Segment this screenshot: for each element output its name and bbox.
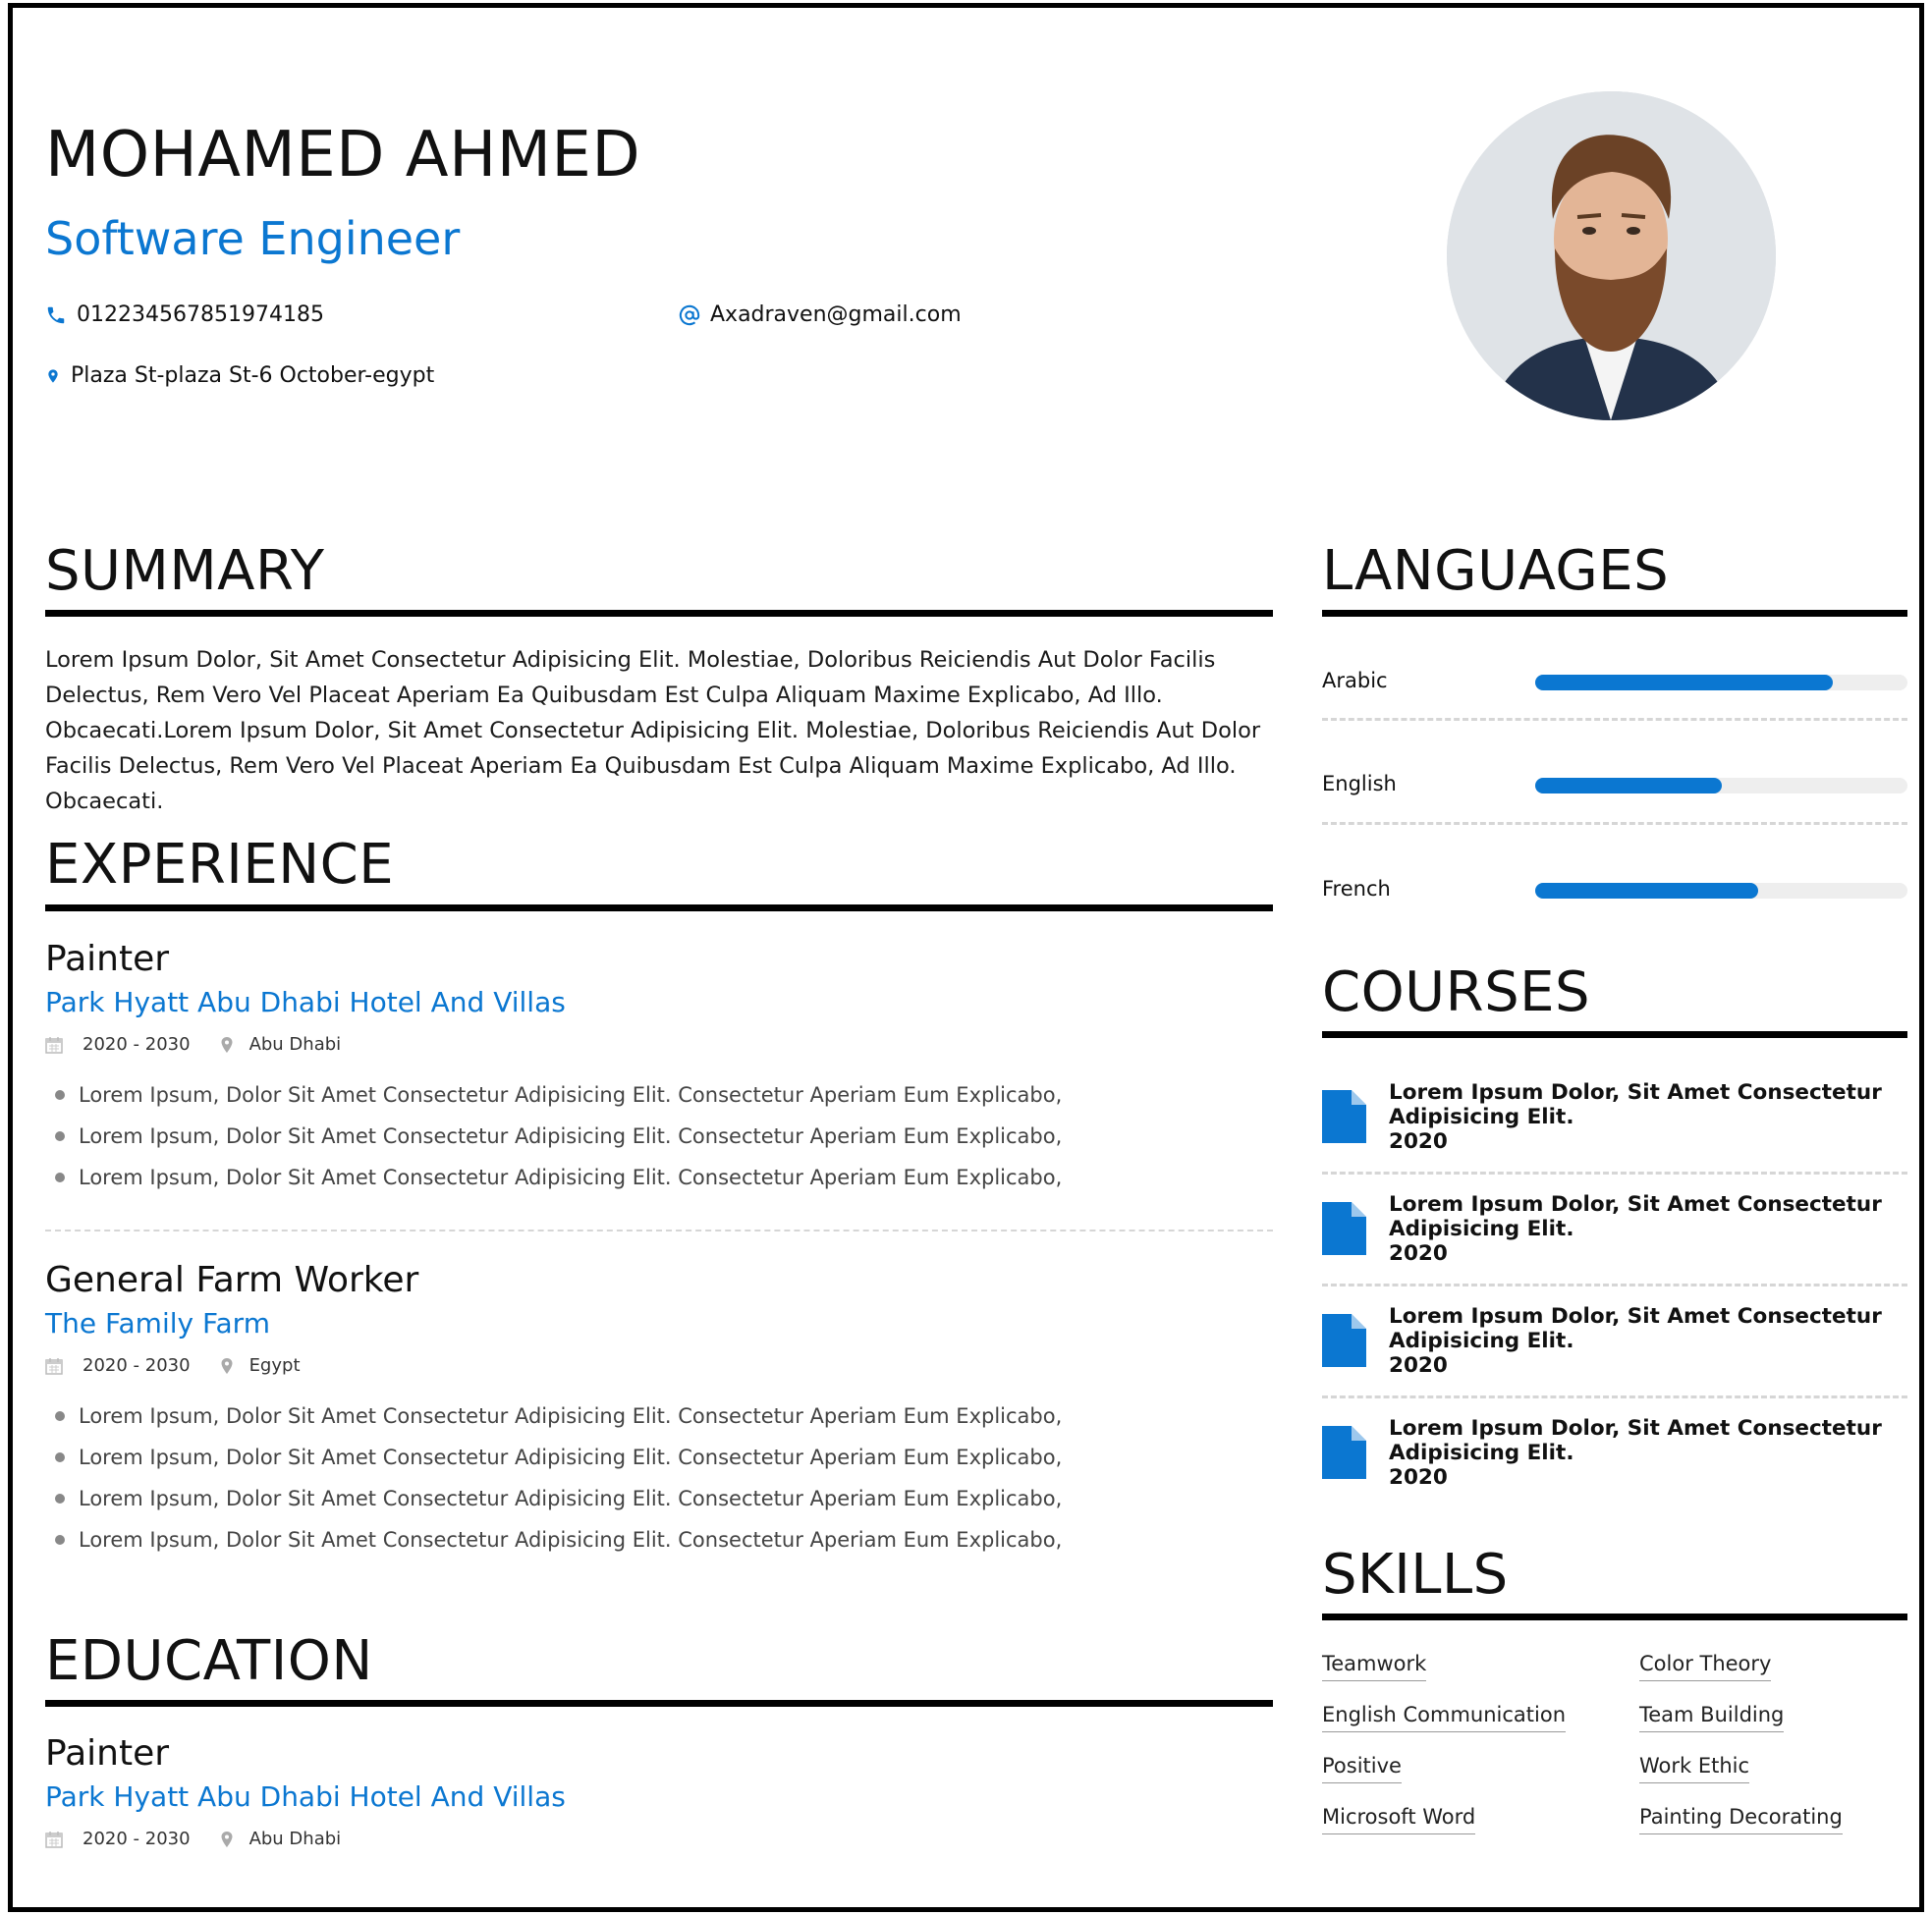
course-title-line2: Adipisicing Elit. (1389, 1441, 1574, 1465)
calendar-icon (45, 1036, 63, 1054)
language-separator (1322, 718, 1907, 721)
language-row (1322, 651, 1907, 710)
bullet-text: Lorem Ipsum, Dolor Sit Amet Consectetur Adipisicing Elit. Consectetur Aperiam Eum Explicabo, (79, 1487, 1063, 1510)
language-bar (1535, 675, 1907, 690)
summary-rule (45, 610, 1273, 617)
skill-tag: English Communication (1322, 1705, 1566, 1732)
bullet-text: Lorem Ipsum, Dolor Sit Amet Consectetur Adipisicing Elit. Consectetur Aperiam Eum Explicabo, (79, 1166, 1063, 1189)
course-title-line2: Adipisicing Elit. (1389, 1105, 1574, 1129)
job-location: Egypt (248, 1355, 301, 1376)
course-title-line1: Lorem Ipsum Dolor, Sit Amet Consectetur (1389, 1304, 1882, 1329)
summary-heading: SUMMARY (45, 539, 325, 603)
course-text (1389, 1304, 1907, 1378)
list-item (45, 1478, 1062, 1519)
address-text: Plaza St-plaza St-6 October-egypt (71, 363, 435, 388)
courses-heading: COURSES (1322, 960, 1591, 1024)
language-name: English (1322, 772, 1397, 795)
profile-photo (1447, 91, 1776, 420)
education-rule (45, 1700, 1273, 1707)
language-name: Arabic (1322, 669, 1388, 692)
education-title: Painter (45, 1733, 170, 1774)
skill-tag: Painting Decorating (1639, 1807, 1843, 1834)
document-icon (1322, 1426, 1366, 1479)
course-separator (1322, 1172, 1907, 1175)
course-item (1322, 1304, 1907, 1383)
course-title-line2: Adipisicing Elit. (1389, 1329, 1574, 1353)
bullet-text: Lorem Ipsum, Dolor Sit Amet Consectetur Adipisicing Elit. Consectetur Aperiam Eum Explicabo, (79, 1124, 1063, 1148)
job-meta (45, 1036, 341, 1054)
education-institution[interactable]: Park Hyatt Abu Dhabi Hotel And Villas (45, 1780, 566, 1813)
job-company[interactable]: Park Hyatt Abu Dhabi Hotel And Villas (45, 986, 566, 1018)
summary-text: Lorem Ipsum Dolor, Sit Amet Consectetur Adipisicing Elit. Molestiae, Doloribus Reiciendis Aut Dolor Facilis Delectus, Rem Vero Vel Placeat Aperiam Ea Quibusdam Est Culpa Aliquam Maxime Explicabo, Ad Illo. Obcaecati.Lorem Ipsum Dolor, Sit Amet Consectetur Adipisicing Elit. Molestiae, Doloribus Reiciendis Aut Dolor Facilis Delectus, Rem Vero Vel Placeat Aperiam Ea Quibusdam Est Culpa Aliquam Maxime Explicabo, Ad Illo. Obcaecati. (45, 647, 1261, 814)
contact-address (45, 365, 434, 387)
language-row (1322, 754, 1907, 813)
job-separator (45, 1230, 1273, 1231)
courses-rule (1322, 1031, 1907, 1038)
candidate-name: MOHAMED AHMED (45, 119, 641, 192)
phone-text: 012234567851974185 (77, 302, 324, 327)
course-item (1322, 1416, 1907, 1495)
skill-tag: Work Ethic (1639, 1756, 1749, 1783)
candidate-role: Software Engineer (45, 212, 461, 265)
education-heading: EDUCATION (45, 1629, 373, 1693)
job-meta (45, 1357, 301, 1375)
education-meta (45, 1831, 341, 1848)
job-company[interactable]: The Family Farm (45, 1307, 270, 1340)
document-icon (1322, 1202, 1366, 1255)
experience-heading: EXPERIENCE (45, 833, 395, 897)
bullet-text: Lorem Ipsum, Dolor Sit Amet Consectetur Adipisicing Elit. Consectetur Aperiam Eum Explicabo, (79, 1446, 1063, 1469)
skill-tag: Positive (1322, 1756, 1402, 1783)
course-title-line1: Lorem Ipsum Dolor, Sit Amet Consectetur (1389, 1080, 1882, 1105)
language-bar (1535, 883, 1907, 899)
job-dates: 2020 - 2030 (83, 1355, 191, 1376)
course-text (1389, 1416, 1907, 1490)
education-location: Abu Dhabi (248, 1829, 342, 1849)
location-pin-icon (220, 1831, 234, 1848)
course-year: 2020 (1389, 1129, 1448, 1154)
job-title: General Farm Worker (45, 1260, 419, 1300)
job-bullets (45, 1074, 1062, 1198)
contact-phone[interactable] (45, 304, 324, 326)
course-text (1389, 1080, 1907, 1154)
list-item (45, 1519, 1062, 1560)
bullet-dot (55, 1494, 65, 1504)
course-item (1322, 1192, 1907, 1271)
bullet-dot (55, 1131, 65, 1141)
course-year: 2020 (1389, 1353, 1448, 1378)
list-item (45, 1116, 1062, 1157)
skills-rule (1322, 1614, 1907, 1620)
course-title-line1: Lorem Ipsum Dolor, Sit Amet Consectetur (1389, 1192, 1882, 1217)
course-text (1389, 1192, 1907, 1266)
location-pin-icon (220, 1036, 234, 1054)
course-title-line2: Adipisicing Elit. (1389, 1217, 1574, 1241)
resume-page (8, 3, 1924, 1912)
list-item (45, 1437, 1062, 1478)
bullet-dot (55, 1173, 65, 1182)
course-separator (1322, 1284, 1907, 1286)
language-bar-fill (1535, 675, 1833, 690)
job-bullets (45, 1395, 1062, 1560)
course-separator (1322, 1395, 1907, 1398)
document-icon (1322, 1090, 1366, 1143)
map-pin-icon (45, 365, 61, 387)
language-bar (1535, 778, 1907, 793)
job-location: Abu Dhabi (248, 1034, 342, 1055)
skill-tag: Microsoft Word (1322, 1807, 1475, 1834)
bullet-text: Lorem Ipsum, Dolor Sit Amet Consectetur Adipisicing Elit. Consectetur Aperiam Eum Explicabo, (79, 1404, 1063, 1428)
email-text: Axadraven@gmail.com (710, 302, 962, 327)
course-year: 2020 (1389, 1241, 1448, 1266)
language-separator (1322, 822, 1907, 825)
language-bar-fill (1535, 778, 1722, 793)
experience-rule (45, 904, 1273, 911)
skills-heading: SKILLS (1322, 1543, 1509, 1607)
languages-rule (1322, 610, 1907, 617)
job-title: Painter (45, 939, 170, 979)
bullet-text: Lorem Ipsum, Dolor Sit Amet Consectetur Adipisicing Elit. Consectetur Aperiam Eum Explicabo, (79, 1528, 1063, 1552)
skill-tag: Color Theory (1639, 1654, 1771, 1681)
at-sign-icon (679, 304, 700, 326)
calendar-icon (45, 1831, 63, 1848)
list-item (45, 1395, 1062, 1437)
course-item (1322, 1080, 1907, 1159)
job-dates: 2020 - 2030 (83, 1034, 191, 1055)
course-title-line1: Lorem Ipsum Dolor, Sit Amet Consectetur (1389, 1416, 1882, 1441)
skill-tag: Teamwork (1322, 1654, 1426, 1681)
location-pin-icon (220, 1357, 234, 1375)
skill-tag: Team Building (1639, 1705, 1784, 1732)
course-year: 2020 (1389, 1465, 1448, 1490)
languages-heading: LANGUAGES (1322, 539, 1670, 603)
language-name: French (1322, 877, 1391, 901)
education-dates: 2020 - 2030 (83, 1829, 191, 1849)
bullet-dot (55, 1411, 65, 1421)
contact-email[interactable] (679, 304, 962, 326)
list-item (45, 1074, 1062, 1116)
language-bar-fill (1535, 883, 1758, 899)
bullet-dot (55, 1452, 65, 1462)
phone-icon (45, 304, 67, 326)
bullet-text: Lorem Ipsum, Dolor Sit Amet Consectetur Adipisicing Elit. Consectetur Aperiam Eum Explicabo, (79, 1083, 1063, 1107)
document-icon (1322, 1314, 1366, 1367)
calendar-icon (45, 1357, 63, 1375)
language-row (1322, 859, 1907, 918)
list-item (45, 1157, 1062, 1198)
bullet-dot (55, 1090, 65, 1100)
bullet-dot (55, 1535, 65, 1545)
